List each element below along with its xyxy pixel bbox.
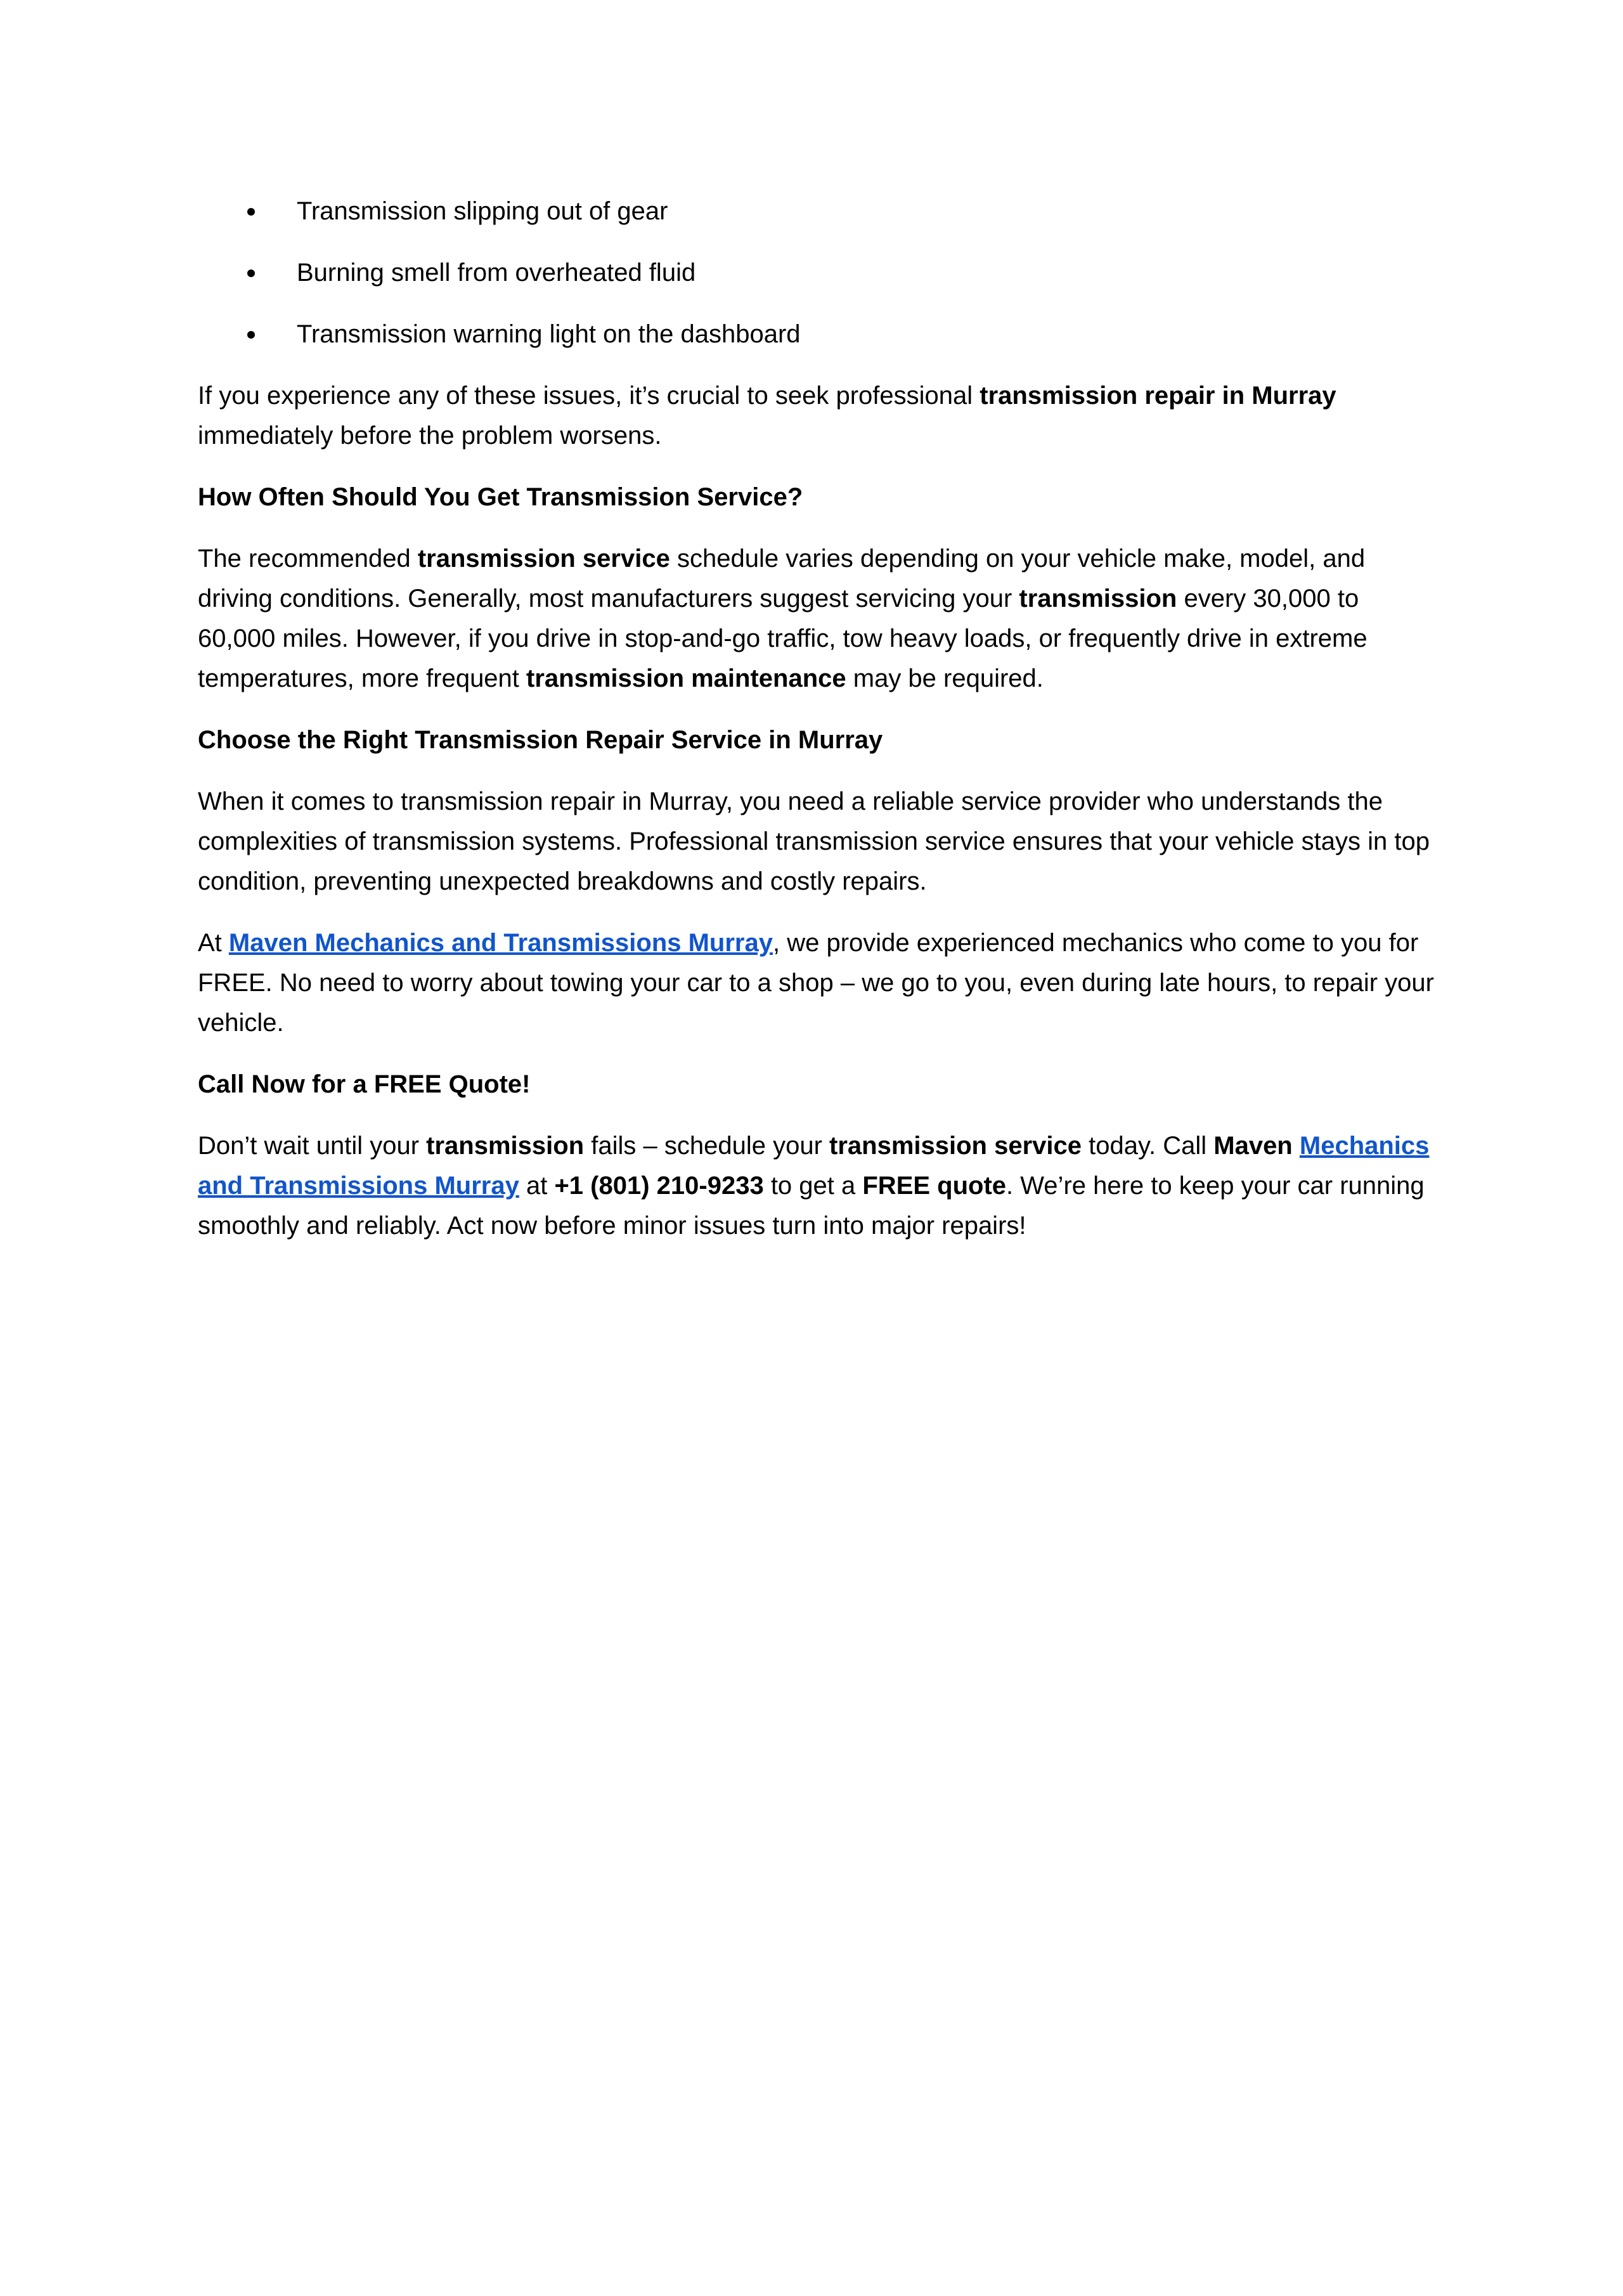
bold-text: Maven <box>1213 1132 1293 1160</box>
paragraph-schedule <box>198 539 1440 699</box>
bold-text: transmission maintenance <box>526 665 846 692</box>
paragraph-text: At <box>198 929 229 957</box>
paragraph-text: immediately before the problem worsens. <box>198 422 662 450</box>
bold-text: transmission repair in Murray <box>980 382 1336 410</box>
bold-text: transmission service <box>829 1132 1082 1160</box>
paragraph-text: every 30,000 to 60,000 miles. However, if you drive in stop-and-go traffic, tow heavy loads, or frequently drive in extreme temperatures, more frequent <box>198 585 1368 692</box>
bullet-icon <box>247 269 255 277</box>
list-item-text: Transmission warning light on the dashboard <box>297 320 801 348</box>
paragraph-call <box>198 1126 1440 1246</box>
list-item-text: Transmission slipping out of gear <box>297 197 668 225</box>
paragraph-text: to get a <box>763 1172 863 1200</box>
heading-call: Call Now for a FREE Quote! <box>198 1070 531 1098</box>
paragraph-text: , we provide experienced mechanics who come to you for FREE. No need to worry about towing your car to a shop – we go to you, even during late hours, to repair your vehicle. <box>198 929 1434 1037</box>
maven-link[interactable]: Mechanics and Transmissions Murray <box>198 1132 1430 1200</box>
bullet-icon <box>247 208 255 216</box>
list-item-text: Burning smell from overheated fluid <box>297 259 696 287</box>
paragraph-choose: When it comes to transmission repair in Murray, you need a reliable service provider who understands the complexities of transmission systems. Professional transmission service ensures that your vehicle stays in top condition, preventing unexpected breakdowns and costly repairs. <box>198 788 1430 895</box>
list-item <box>198 315 1440 354</box>
paragraph-text: at <box>519 1172 555 1200</box>
paragraph-maven <box>198 923 1440 1043</box>
paragraph-issues <box>198 376 1440 456</box>
paragraph-text: . We’re here to keep your car running smoothly and reliably. Act now before minor issues turn into major repairs! <box>198 1172 1425 1240</box>
list-item <box>198 253 1440 293</box>
bold-text: transmission service <box>417 545 670 573</box>
bullet-icon <box>247 331 255 339</box>
symptom-list <box>198 191 1440 354</box>
list-item <box>198 191 1440 231</box>
paragraph-text: may be required. <box>846 665 1044 692</box>
bold-text: FREE quote <box>862 1172 1007 1200</box>
maven-link[interactable]: Maven Mechanics and Transmissions Murray <box>228 929 773 957</box>
paragraph-text: Don’t wait until your <box>198 1132 427 1160</box>
paragraph-text: The recommended <box>198 545 418 573</box>
heading-choose: Choose the Right Transmission Repair Service in Murray <box>198 726 883 754</box>
paragraph-text: If you experience any of these issues, it’s crucial to seek professional <box>198 382 980 410</box>
paragraph-text: schedule varies depending on your vehicle make, model, and driving conditions. Generally, most manufacturers suggest servicing your <box>198 545 1366 613</box>
paragraph-text: today. Call <box>1082 1132 1214 1160</box>
paragraph-text: fails – schedule your <box>584 1132 829 1160</box>
heading-how-often: How Often Should You Get Transmission Service? <box>198 483 803 511</box>
bold-text: transmission <box>426 1132 585 1160</box>
bold-text: transmission <box>1019 585 1177 613</box>
paragraph-text <box>1293 1132 1300 1160</box>
phone-number: +1 (801) 210-9233 <box>554 1172 764 1200</box>
document-page <box>198 191 1440 1268</box>
